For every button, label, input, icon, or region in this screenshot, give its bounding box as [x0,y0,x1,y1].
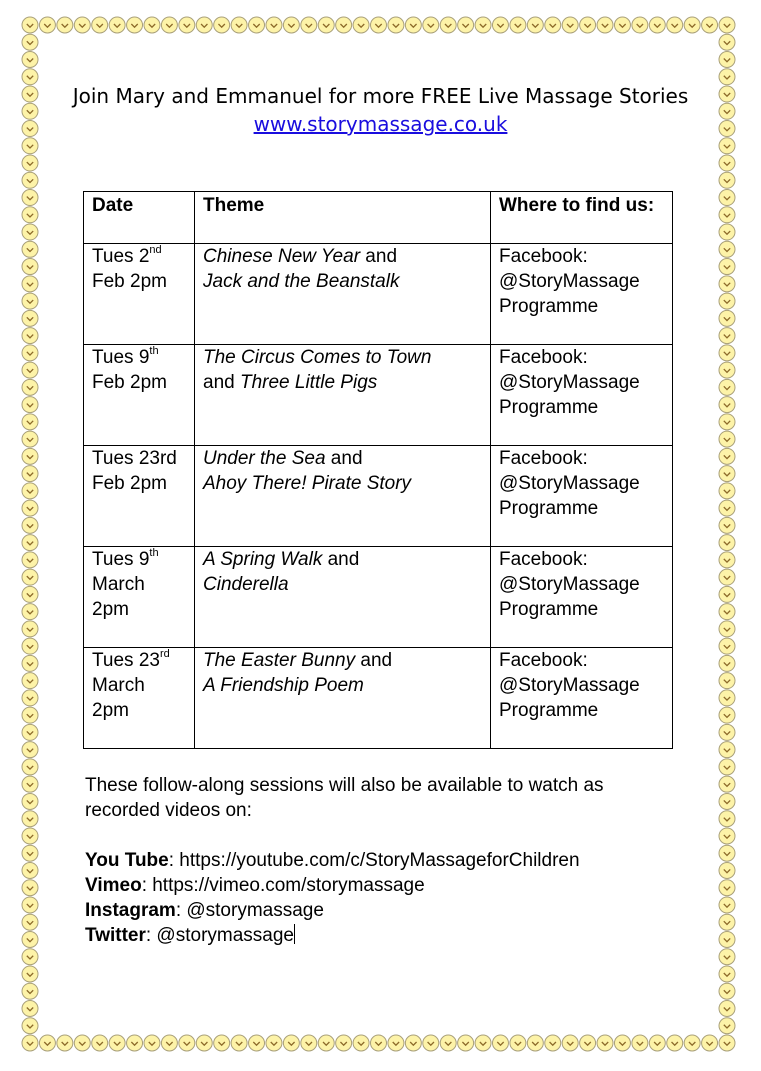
yellow-chevron-circle-icon [405,17,421,33]
footer-text [85,773,685,948]
yellow-chevron-circle-icon [458,17,474,33]
yellow-chevron-circle-icon [632,17,648,33]
yellow-chevron-circle-icon [371,1035,387,1051]
yellow-chevron-circle-icon [719,276,735,292]
table-row [84,244,673,345]
yellow-chevron-circle-icon [22,431,38,447]
yellow-chevron-circle-icon [127,17,143,33]
where-handle-suffix: Programme [499,498,599,519]
yellow-chevron-circle-icon [719,845,735,861]
yellow-chevron-circle-icon [702,17,718,33]
where-cell [491,345,673,446]
date-suffix: th [149,546,159,559]
table-row [84,345,673,446]
date-month: March [92,675,145,696]
yellow-chevron-circle-icon [475,1035,491,1051]
yellow-chevron-circle-icon [719,949,735,965]
yellow-chevron-circle-icon [22,1018,38,1034]
yellow-chevron-circle-icon [214,17,230,33]
yellow-chevron-circle-icon [719,345,735,361]
theme-title-1: Under the Sea [203,448,326,469]
date-suffix: th [149,344,159,357]
yellow-chevron-circle-icon [667,17,683,33]
yellow-chevron-circle-icon [74,1035,90,1051]
where-handle: @StoryMassage [499,574,640,595]
social-vimeo [85,873,685,898]
yellow-chevron-circle-icon [719,207,735,223]
yellow-chevron-circle-icon [22,983,38,999]
yellow-chevron-circle-icon [22,535,38,551]
where-platform: Facebook: [499,448,588,469]
yellow-chevron-circle-icon [719,431,735,447]
yellow-chevron-circle-icon [719,466,735,482]
yellow-chevron-circle-icon [719,448,735,464]
theme-joiner: and [325,448,363,469]
yellow-chevron-circle-icon [719,362,735,378]
social-label: Instagram [85,900,176,921]
yellow-chevron-circle-icon [22,207,38,223]
theme-title-1: The Circus Comes to Town [203,347,432,368]
yellow-chevron-circle-icon [22,483,38,499]
page-title: Join Mary and Emmanuel for more FREE Live Massage Stories [72,84,689,108]
yellow-chevron-circle-icon [57,1035,73,1051]
yellow-chevron-circle-icon [719,483,735,499]
theme-title-1: Chinese New Year [203,246,361,267]
yellow-chevron-circle-icon [127,1035,143,1051]
yellow-chevron-circle-icon [580,1035,596,1051]
where-handle: @StoryMassage [499,675,640,696]
social-label: Vimeo [85,875,142,896]
yellow-chevron-circle-icon [109,17,125,33]
yellow-chevron-circle-icon [179,1035,195,1051]
yellow-chevron-circle-icon [719,828,735,844]
theme-title-1: A Spring Walk [203,549,323,570]
where-platform: Facebook: [499,347,588,368]
yellow-chevron-circle-icon [266,1035,282,1051]
yellow-chevron-circle-icon [22,448,38,464]
date-time: Feb 2pm [92,372,167,393]
where-cell [491,547,673,648]
theme-cell [195,648,491,749]
yellow-chevron-circle-icon [39,1035,55,1051]
date-suffix: rd [159,647,170,660]
header-date: Date [84,192,195,244]
yellow-chevron-circle-icon [22,707,38,723]
date-time: 2pm [92,700,129,721]
yellow-chevron-circle-icon [22,845,38,861]
yellow-chevron-circle-icon [580,17,596,33]
yellow-chevron-circle-icon [702,1035,718,1051]
yellow-chevron-circle-icon [231,1035,247,1051]
theme-joiner: and [360,246,398,267]
yellow-chevron-circle-icon [388,1035,404,1051]
theme-cell [195,446,491,547]
social-value: : @storymassage [175,900,324,921]
yellow-chevron-circle-icon [22,259,38,275]
yellow-chevron-circle-icon [719,604,735,620]
yellow-chevron-circle-icon [649,1035,665,1051]
theme-joiner: and [355,650,393,671]
where-platform: Facebook: [499,650,588,671]
table-header-row [84,192,673,244]
yellow-chevron-circle-icon [719,52,735,68]
theme-cell [195,345,491,446]
yellow-chevron-circle-icon [22,914,38,930]
yellow-chevron-circle-icon [719,966,735,982]
yellow-chevron-circle-icon [266,17,282,33]
yellow-chevron-circle-icon [22,241,38,257]
yellow-chevron-circle-icon [283,17,299,33]
yellow-chevron-circle-icon [22,862,38,878]
yellow-chevron-circle-icon [22,138,38,154]
yellow-chevron-circle-icon [614,1035,630,1051]
yellow-chevron-circle-icon [597,17,613,33]
yellow-chevron-circle-icon [719,379,735,395]
yellow-chevron-circle-icon [301,17,317,33]
yellow-chevron-circle-icon [719,310,735,326]
social-instagram [85,898,685,923]
yellow-chevron-circle-icon [22,931,38,947]
yellow-chevron-circle-icon [719,811,735,827]
where-handle: @StoryMassage [499,271,640,292]
yellow-chevron-circle-icon [719,655,735,671]
yellow-chevron-circle-icon [632,1035,648,1051]
schedule-table [83,191,673,749]
yellow-chevron-circle-icon [719,414,735,430]
yellow-chevron-circle-icon [22,569,38,585]
yellow-chevron-circle-icon [22,34,38,50]
date-day: Tues 23 [92,650,160,671]
yellow-chevron-circle-icon [57,17,73,33]
date-cell [84,547,195,648]
yellow-chevron-circle-icon [719,190,735,206]
yellow-chevron-circle-icon [371,17,387,33]
yellow-chevron-circle-icon [39,17,55,33]
yellow-chevron-circle-icon [22,586,38,602]
theme-joiner: and [322,549,360,570]
yellow-chevron-circle-icon [22,310,38,326]
table-row [84,648,673,749]
yellow-chevron-circle-icon [719,293,735,309]
yellow-chevron-circle-icon [719,259,735,275]
yellow-chevron-circle-icon [22,742,38,758]
yellow-chevron-circle-icon [423,17,439,33]
yellow-chevron-circle-icon [336,1035,352,1051]
yellow-chevron-circle-icon [719,690,735,706]
header-theme: Theme [195,192,491,244]
where-handle-suffix: Programme [499,700,599,721]
yellow-chevron-circle-icon [492,17,508,33]
yellow-chevron-circle-icon [109,1035,125,1051]
social-youtube [85,848,685,873]
yellow-chevron-circle-icon [22,949,38,965]
theme-title-2: Ahoy There! Pirate Story [203,473,412,494]
table-row [84,547,673,648]
where-cell [491,446,673,547]
yellow-chevron-circle-icon [249,17,265,33]
yellow-chevron-circle-icon [719,1000,735,1016]
yellow-chevron-circle-icon [440,1035,456,1051]
yellow-chevron-circle-icon [492,1035,508,1051]
yellow-chevron-circle-icon [719,897,735,913]
date-cell [84,648,195,749]
yellow-chevron-circle-icon [719,707,735,723]
yellow-chevron-circle-icon [510,17,526,33]
yellow-chevron-circle-icon [196,1035,212,1051]
yellow-chevron-circle-icon [719,673,735,689]
yellow-chevron-circle-icon [719,241,735,257]
website-link[interactable]: www.storymassage.co.uk [253,112,508,136]
yellow-chevron-circle-icon [388,17,404,33]
yellow-chevron-circle-icon [527,1035,543,1051]
yellow-chevron-circle-icon [22,776,38,792]
yellow-chevron-circle-icon [22,362,38,378]
social-value: : @storymassage [145,925,294,946]
theme-title-2: Jack and the Beanstalk [203,271,400,292]
yellow-chevron-circle-icon [22,397,38,413]
yellow-chevron-circle-icon [22,52,38,68]
footer-intro-line-2: recorded videos on: [85,800,252,821]
yellow-chevron-circle-icon [161,1035,177,1051]
theme-prefix: and [203,372,240,393]
yellow-chevron-circle-icon [336,17,352,33]
yellow-chevron-circle-icon [545,17,561,33]
yellow-chevron-circle-icon [22,328,38,344]
yellow-chevron-circle-icon [719,862,735,878]
yellow-chevron-circle-icon [231,17,247,33]
yellow-chevron-circle-icon [719,397,735,413]
yellow-chevron-circle-icon [22,897,38,913]
yellow-chevron-circle-icon [22,224,38,240]
date-cell [84,446,195,547]
yellow-chevron-circle-icon [458,1035,474,1051]
theme-title-2: Three Little Pigs [239,372,378,393]
yellow-chevron-circle-icon [144,1035,160,1051]
date-day: Tues 9 [92,549,150,570]
social-value: : https://vimeo.com/storymassage [141,875,425,896]
yellow-chevron-circle-icon [22,1000,38,1016]
yellow-chevron-circle-icon [353,17,369,33]
yellow-chevron-circle-icon [719,983,735,999]
yellow-chevron-circle-icon [22,828,38,844]
where-cell [491,648,673,749]
yellow-chevron-circle-icon [22,17,38,33]
footer-intro-line-1: These follow-along sessions will also be available to watch as [85,775,604,796]
yellow-chevron-circle-icon [475,17,491,33]
yellow-chevron-circle-icon [22,379,38,395]
yellow-chevron-circle-icon [719,931,735,947]
yellow-chevron-circle-icon [22,880,38,896]
social-label: You Tube [85,850,169,871]
yellow-chevron-circle-icon [22,621,38,637]
yellow-chevron-circle-icon [22,293,38,309]
yellow-chevron-circle-icon [22,811,38,827]
where-handle: @StoryMassage [499,372,640,393]
date-day: Tues 9 [92,347,150,368]
date-month: March [92,574,145,595]
yellow-chevron-circle-icon [440,17,456,33]
yellow-chevron-circle-icon [301,1035,317,1051]
yellow-chevron-circle-icon [22,276,38,292]
yellow-chevron-circle-icon [562,17,578,33]
yellow-chevron-circle-icon [22,1035,38,1051]
table-row [84,446,673,547]
yellow-chevron-circle-icon [527,17,543,33]
yellow-chevron-circle-icon [719,224,735,240]
yellow-chevron-circle-icon [179,17,195,33]
yellow-chevron-circle-icon [719,34,735,50]
yellow-chevron-circle-icon [614,17,630,33]
yellow-chevron-circle-icon [22,155,38,171]
yellow-chevron-circle-icon [510,1035,526,1051]
theme-cell [195,244,491,345]
yellow-chevron-circle-icon [719,586,735,602]
yellow-chevron-circle-icon [22,604,38,620]
yellow-chevron-circle-icon [74,17,90,33]
yellow-chevron-circle-icon [22,724,38,740]
yellow-chevron-circle-icon [353,1035,369,1051]
date-time: Feb 2pm [92,473,167,494]
theme-title-2: Cinderella [203,574,289,595]
where-cell [491,244,673,345]
yellow-chevron-circle-icon [22,966,38,982]
text-cursor [294,924,295,944]
yellow-chevron-circle-icon [22,759,38,775]
header-where: Where to find us: [491,192,673,244]
where-handle-suffix: Programme [499,296,599,317]
yellow-chevron-circle-icon [144,17,160,33]
date-cell [84,244,195,345]
yellow-chevron-circle-icon [22,172,38,188]
yellow-chevron-circle-icon [22,517,38,533]
where-handle-suffix: Programme [499,599,599,620]
theme-title-1: The Easter Bunny [203,650,356,671]
yellow-chevron-circle-icon [318,1035,334,1051]
yellow-chevron-circle-icon [719,1035,735,1051]
yellow-chevron-circle-icon [719,776,735,792]
yellow-chevron-circle-icon [423,1035,439,1051]
yellow-chevron-circle-icon [562,1035,578,1051]
where-handle: @StoryMassage [499,473,640,494]
yellow-chevron-circle-icon [667,1035,683,1051]
yellow-chevron-circle-icon [22,673,38,689]
where-platform: Facebook: [499,549,588,570]
yellow-chevron-circle-icon [214,1035,230,1051]
yellow-chevron-circle-icon [719,1018,735,1034]
yellow-chevron-circle-icon [283,1035,299,1051]
yellow-chevron-circle-icon [719,500,735,516]
yellow-chevron-circle-icon [719,517,735,533]
theme-cell [195,547,491,648]
yellow-chevron-circle-icon [719,17,735,33]
yellow-chevron-circle-icon [719,328,735,344]
yellow-chevron-circle-icon [719,155,735,171]
where-platform: Facebook: [499,246,588,267]
yellow-chevron-circle-icon [22,414,38,430]
yellow-chevron-circle-icon [22,655,38,671]
yellow-chevron-circle-icon [719,638,735,654]
yellow-chevron-circle-icon [22,500,38,516]
theme-title-2: A Friendship Poem [203,675,364,696]
yellow-chevron-circle-icon [684,17,700,33]
yellow-chevron-circle-icon [318,17,334,33]
yellow-chevron-circle-icon [719,793,735,809]
social-twitter [85,923,685,948]
date-time: Feb 2pm [92,271,167,292]
yellow-chevron-circle-icon [684,1035,700,1051]
date-day: Tues 2 [92,246,150,267]
yellow-chevron-circle-icon [405,1035,421,1051]
yellow-chevron-circle-icon [719,138,735,154]
yellow-chevron-circle-icon [92,17,108,33]
yellow-chevron-circle-icon [92,1035,108,1051]
yellow-chevron-circle-icon [545,1035,561,1051]
yellow-chevron-circle-icon [161,17,177,33]
yellow-chevron-circle-icon [719,724,735,740]
yellow-chevron-circle-icon [719,569,735,585]
date-day: Tues 23rd [92,448,177,469]
yellow-chevron-circle-icon [719,535,735,551]
yellow-chevron-circle-icon [719,880,735,896]
date-time: 2pm [92,599,129,620]
yellow-chevron-circle-icon [719,552,735,568]
date-suffix: nd [149,243,162,256]
yellow-chevron-circle-icon [597,1035,613,1051]
yellow-chevron-circle-icon [22,345,38,361]
social-value: : https://youtube.com/c/StoryMassageforChildren [168,850,580,871]
yellow-chevron-circle-icon [22,690,38,706]
yellow-chevron-circle-icon [196,17,212,33]
yellow-chevron-circle-icon [22,638,38,654]
yellow-chevron-circle-icon [249,1035,265,1051]
yellow-chevron-circle-icon [22,466,38,482]
yellow-chevron-circle-icon [719,621,735,637]
yellow-chevron-circle-icon [22,793,38,809]
yellow-chevron-circle-icon [719,742,735,758]
yellow-chevron-circle-icon [649,17,665,33]
yellow-chevron-circle-icon [22,552,38,568]
yellow-chevron-circle-icon [719,914,735,930]
where-handle-suffix: Programme [499,397,599,418]
yellow-chevron-circle-icon [719,759,735,775]
date-cell [84,345,195,446]
yellow-chevron-circle-icon [22,190,38,206]
social-label: Twitter [85,925,146,946]
yellow-chevron-circle-icon [719,172,735,188]
